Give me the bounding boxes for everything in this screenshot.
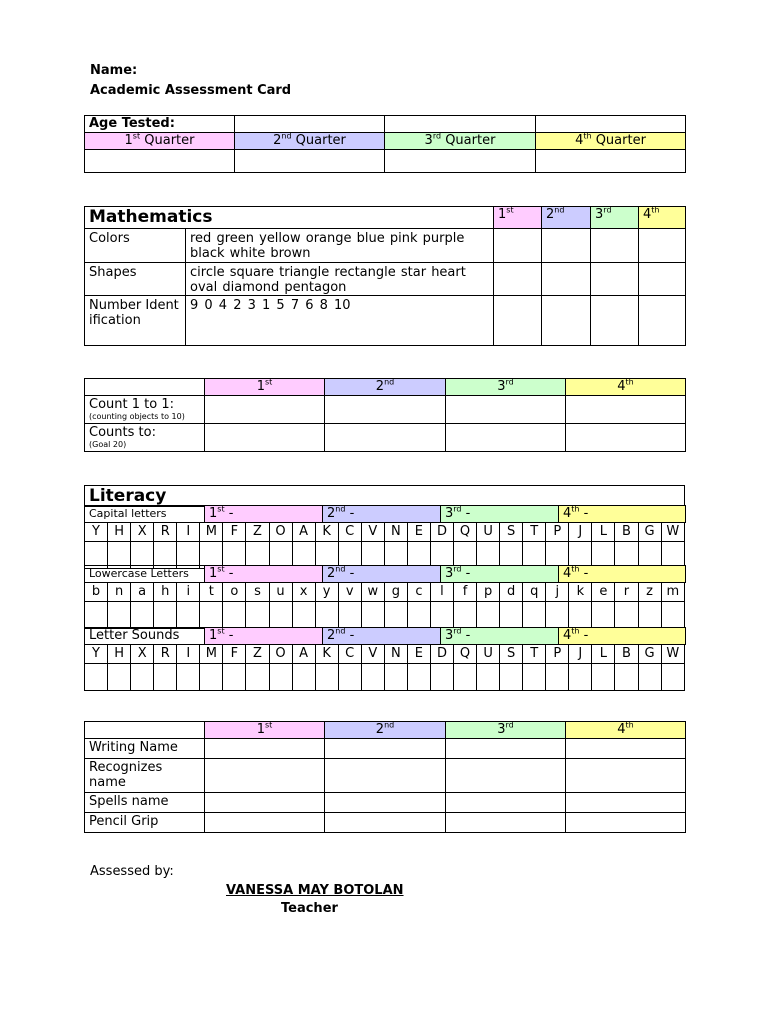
- quarter-tag: 2nd -: [323, 628, 441, 645]
- letter-cell: R: [154, 645, 177, 664]
- letter-cell: Y: [85, 645, 108, 664]
- writing-q4-header: 4th: [566, 722, 686, 739]
- letter-blank-cell: [85, 664, 108, 691]
- quarter-tag: 4th -: [559, 566, 686, 583]
- letter-blank-cell: [477, 664, 500, 691]
- letter-cell: P: [546, 523, 569, 542]
- letter-cell: S: [500, 645, 523, 664]
- letter-cell: Z: [246, 523, 269, 542]
- letter-blank-cell: [407, 602, 430, 629]
- letter-cell: b: [85, 583, 108, 602]
- lowercase-letters-grid: [84, 582, 685, 629]
- letter-cell: a: [131, 583, 154, 602]
- letter-cell: c: [407, 583, 430, 602]
- letter-blank-cell: [592, 664, 615, 691]
- letter-cell: H: [108, 523, 131, 542]
- letter-blank-cell: [569, 664, 592, 691]
- letter-cell: K: [315, 645, 338, 664]
- letter-cell: E: [407, 523, 430, 542]
- letter-blank-cell: [430, 664, 453, 691]
- letter-cell: J: [569, 523, 592, 542]
- writing-q2-header: 2nd: [325, 722, 446, 739]
- math-title: Mathematics: [85, 207, 494, 229]
- math-row-content: red green yellow orange blue pink purple black white brown: [186, 229, 494, 263]
- count-row-label: Count 1 to 1: (counting objects to 10): [85, 396, 205, 424]
- letter-blank-cell: [269, 664, 292, 691]
- letter-blank-cell: [177, 602, 200, 629]
- count-row-label: Counts to: (Goal 20): [85, 424, 205, 452]
- letter-cell: e: [592, 583, 615, 602]
- letter-blank-cell: [477, 602, 500, 629]
- letter-sounds-label: Letter Sounds: [85, 628, 205, 645]
- capital-header: [84, 505, 686, 523]
- capital-letters-grid: [84, 522, 685, 569]
- letter-cell: Z: [246, 645, 269, 664]
- letter-blank-cell: [200, 664, 223, 691]
- letter-cell: x: [292, 583, 315, 602]
- letter-cell: G: [638, 645, 661, 664]
- letter-cell: t: [200, 583, 223, 602]
- letter-cell: W: [661, 523, 684, 542]
- quarter-tag: 1st -: [205, 628, 323, 645]
- letter-cell: v: [338, 583, 361, 602]
- count-table: [84, 378, 686, 452]
- letter-cell: X: [131, 523, 154, 542]
- letter-blank-cell: [154, 602, 177, 629]
- letter-cell: O: [269, 645, 292, 664]
- age-quarter-1: 1st Quarter: [85, 133, 235, 150]
- writing-row-label: Pencil Grip: [85, 813, 205, 833]
- writing-row-label: Writing Name: [85, 739, 205, 759]
- letter-cell: I: [177, 645, 200, 664]
- letter-blank-cell: [246, 664, 269, 691]
- letter-cell: f: [454, 583, 477, 602]
- letter-cell: S: [500, 523, 523, 542]
- letter-blank-cell: [108, 664, 131, 691]
- count-q1-header: 1st: [205, 379, 325, 396]
- teacher-role: Teacher: [281, 901, 338, 916]
- letter-cell: C: [338, 523, 361, 542]
- letter-blank-cell: [292, 664, 315, 691]
- letter-cell: P: [546, 645, 569, 664]
- letter-cell: s: [246, 583, 269, 602]
- lowercase-header: [84, 565, 686, 583]
- math-table: [84, 206, 686, 346]
- letter-blank-cell: [661, 602, 684, 629]
- letter-blank-cell: [661, 664, 684, 691]
- assessed-by-label: Assessed by:: [90, 864, 174, 879]
- letter-cell: O: [269, 523, 292, 542]
- quarter-tag: 1st -: [205, 506, 323, 523]
- letter-cell: m: [661, 583, 684, 602]
- name-label: Name:: [90, 63, 138, 78]
- math-q3-header: 3rd: [591, 207, 639, 229]
- math-row-label: Colors: [85, 229, 186, 263]
- teacher-name: VANESSA MAY BOTOLAN: [226, 883, 404, 898]
- lowercase-letters-label: Lowercase Letters: [85, 566, 205, 583]
- count-q3-header: 3rd: [446, 379, 566, 396]
- letter-cell: D: [430, 523, 453, 542]
- letter-blank-cell: [246, 602, 269, 629]
- letter-cell: R: [154, 523, 177, 542]
- letter-cell: L: [592, 645, 615, 664]
- letter-blank-cell: [200, 602, 223, 629]
- count-q4-header: 4th: [566, 379, 686, 396]
- quarter-tag: 1st -: [205, 566, 323, 583]
- letter-cell: F: [223, 645, 246, 664]
- letter-cell: A: [292, 523, 315, 542]
- letter-blank-cell: [108, 602, 131, 629]
- letter-cell: i: [177, 583, 200, 602]
- sounds-header: [84, 627, 686, 645]
- letter-cell: K: [315, 523, 338, 542]
- letter-blank-cell: [407, 664, 430, 691]
- letter-cell: D: [430, 645, 453, 664]
- count-q2-header: 2nd: [325, 379, 446, 396]
- letter-blank-cell: [131, 602, 154, 629]
- letter-blank-cell: [361, 664, 384, 691]
- letter-cell: T: [523, 523, 546, 542]
- letter-cell: J: [569, 645, 592, 664]
- math-q1-header: 1st: [494, 207, 542, 229]
- writing-table: [84, 721, 686, 833]
- math-q2-header: 2nd: [542, 207, 591, 229]
- letter-cell: B: [615, 523, 638, 542]
- capital-letters-label: Capital letters: [85, 506, 205, 523]
- writing-q1-header: 1st: [205, 722, 325, 739]
- letter-blank-cell: [177, 664, 200, 691]
- sounds-letters-grid: [84, 644, 685, 691]
- letter-cell: N: [384, 645, 407, 664]
- letter-cell: Y: [85, 523, 108, 542]
- letter-blank-cell: [523, 602, 546, 629]
- letter-cell: A: [292, 645, 315, 664]
- quarter-tag: 3rd -: [441, 628, 559, 645]
- letter-cell: M: [200, 645, 223, 664]
- letter-cell: h: [154, 583, 177, 602]
- letter-blank-cell: [500, 664, 523, 691]
- letter-blank-cell: [154, 664, 177, 691]
- letter-blank-cell: [223, 664, 246, 691]
- math-row-content: 9 0 4 2 3 1 5 7 6 8 10: [186, 296, 494, 346]
- letter-cell: g: [384, 583, 407, 602]
- writing-row-label: Recognizes name: [85, 759, 205, 793]
- letter-cell: E: [407, 645, 430, 664]
- math-row-label: Number Identification: [85, 296, 186, 346]
- letter-cell: q: [523, 583, 546, 602]
- quarter-tag: 3rd -: [441, 566, 559, 583]
- letter-blank-cell: [223, 602, 246, 629]
- letter-cell: Q: [454, 523, 477, 542]
- letter-blank-cell: [615, 602, 638, 629]
- writing-q3-header: 3rd: [446, 722, 566, 739]
- letter-blank-cell: [638, 664, 661, 691]
- letter-cell: y: [315, 583, 338, 602]
- letter-cell: W: [661, 645, 684, 664]
- age-quarter-2: 2nd Quarter: [235, 133, 385, 150]
- letter-cell: Q: [454, 645, 477, 664]
- letter-blank-cell: [430, 602, 453, 629]
- letter-cell: u: [269, 583, 292, 602]
- quarter-tag: 4th -: [559, 506, 686, 523]
- letter-blank-cell: [638, 602, 661, 629]
- letter-cell: H: [108, 645, 131, 664]
- letter-blank-cell: [131, 664, 154, 691]
- letter-blank-cell: [454, 664, 477, 691]
- age-tested-label: Age Tested:: [85, 116, 235, 133]
- letter-blank-cell: [592, 602, 615, 629]
- letter-cell: n: [108, 583, 131, 602]
- letter-blank-cell: [315, 602, 338, 629]
- letter-blank-cell: [338, 602, 361, 629]
- letter-cell: V: [361, 645, 384, 664]
- quarter-tag: 2nd -: [323, 506, 441, 523]
- letter-blank-cell: [523, 664, 546, 691]
- letter-cell: w: [361, 583, 384, 602]
- letter-cell: B: [615, 645, 638, 664]
- math-row-content: circle square triangle rectangle star heart oval diamond pentagon: [186, 263, 494, 296]
- math-row-label: Shapes: [85, 263, 186, 296]
- quarter-tag: 4th -: [559, 628, 686, 645]
- writing-row-label: Spells name: [85, 793, 205, 813]
- letter-blank-cell: [269, 602, 292, 629]
- letter-blank-cell: [569, 602, 592, 629]
- letter-cell: U: [477, 523, 500, 542]
- letter-cell: T: [523, 645, 546, 664]
- letter-cell: r: [615, 583, 638, 602]
- letter-cell: I: [177, 523, 200, 542]
- letter-blank-cell: [615, 664, 638, 691]
- letter-cell: M: [200, 523, 223, 542]
- letter-cell: k: [569, 583, 592, 602]
- letter-cell: F: [223, 523, 246, 542]
- age-tested-table: [84, 115, 686, 173]
- letter-blank-cell: [454, 602, 477, 629]
- letter-cell: N: [384, 523, 407, 542]
- literacy-title: Literacy: [85, 486, 685, 507]
- quarter-tag: 3rd -: [441, 506, 559, 523]
- letter-blank-cell: [361, 602, 384, 629]
- letter-cell: o: [223, 583, 246, 602]
- letter-blank-cell: [546, 664, 569, 691]
- age-value-cell: [85, 150, 235, 173]
- letter-blank-cell: [384, 664, 407, 691]
- letter-blank-cell: [85, 602, 108, 629]
- letter-cell: z: [638, 583, 661, 602]
- card-title: Academic Assessment Card: [90, 83, 292, 98]
- letter-blank-cell: [384, 602, 407, 629]
- letter-cell: U: [477, 645, 500, 664]
- letter-cell: L: [592, 523, 615, 542]
- letter-cell: l: [430, 583, 453, 602]
- letter-cell: G: [638, 523, 661, 542]
- letter-cell: C: [338, 645, 361, 664]
- letter-blank-cell: [315, 664, 338, 691]
- letter-cell: d: [500, 583, 523, 602]
- quarter-tag: 2nd -: [323, 566, 441, 583]
- letter-cell: X: [131, 645, 154, 664]
- letter-blank-cell: [546, 602, 569, 629]
- letter-blank-cell: [500, 602, 523, 629]
- letter-blank-cell: [292, 602, 315, 629]
- letter-blank-cell: [338, 664, 361, 691]
- math-q4-header: 4th: [639, 207, 686, 229]
- letter-cell: j: [546, 583, 569, 602]
- literacy-title-table: [84, 485, 685, 507]
- letter-cell: V: [361, 523, 384, 542]
- age-quarter-4: 4th Quarter: [536, 133, 686, 150]
- age-quarter-3: 3rd Quarter: [385, 133, 536, 150]
- letter-cell: p: [477, 583, 500, 602]
